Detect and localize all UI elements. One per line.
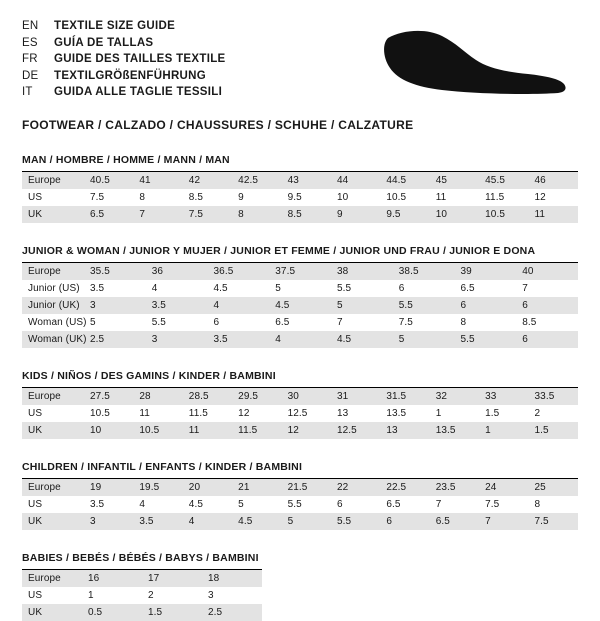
size-cell: 5 xyxy=(275,283,281,294)
size-cell: 7 xyxy=(435,499,442,510)
size-cell: 38 xyxy=(331,263,393,280)
table-row xyxy=(22,422,578,439)
row-label: Europe xyxy=(22,263,84,280)
size-cell: 7 xyxy=(133,206,182,223)
size-cell: 7 xyxy=(522,283,528,294)
size-sections xyxy=(22,154,578,621)
size-section xyxy=(22,552,262,621)
table-row xyxy=(22,331,578,348)
table-row xyxy=(22,479,578,496)
size-cell: 44.5 xyxy=(380,172,429,189)
row-label: Woman (UK) xyxy=(22,331,84,348)
size-cell: 12.5 xyxy=(287,408,308,419)
language-code: EN xyxy=(22,20,39,32)
size-cell: 5 xyxy=(282,513,331,530)
size-cell: 8 xyxy=(460,317,467,328)
size-cell: 6.5 xyxy=(460,283,475,294)
size-cell: 8.5 xyxy=(282,206,331,223)
size-cell: 8 xyxy=(534,499,541,510)
size-cell: 11 xyxy=(435,192,447,203)
size-cell: 11.5 xyxy=(232,422,281,439)
size-section xyxy=(22,370,578,439)
size-cell: 6 xyxy=(516,297,578,314)
section-title: MAN / HOMBRE / HOMME / MANN / MAN xyxy=(22,154,578,172)
size-cell: 22.5 xyxy=(380,479,429,496)
language-code: ES xyxy=(22,36,38,49)
size-cell: 4 xyxy=(151,283,158,294)
size-cell: 13.5 xyxy=(430,422,479,439)
dress-shoe-icon xyxy=(380,22,570,102)
size-table xyxy=(22,172,578,223)
size-cell: 33.5 xyxy=(529,388,578,405)
size-cell: 6.5 xyxy=(84,206,133,223)
size-cell: 6.5 xyxy=(430,513,479,530)
size-cell: 7.5 xyxy=(90,192,105,203)
size-cell: 13.5 xyxy=(386,408,407,419)
size-cell: 10.5 xyxy=(386,192,407,203)
size-cell: 10.5 xyxy=(479,206,528,223)
size-table xyxy=(22,388,578,439)
size-cell: 20 xyxy=(183,479,232,496)
size-cell: 35.5 xyxy=(84,263,146,280)
size-cell: 25 xyxy=(529,479,578,496)
language-code: IT xyxy=(22,86,33,98)
size-table xyxy=(22,479,578,530)
size-cell: 8.5 xyxy=(188,192,203,203)
size-cell: 1.5 xyxy=(529,422,578,439)
size-cell: 42.5 xyxy=(232,172,281,189)
size-cell: 46 xyxy=(529,172,578,189)
size-cell: 16 xyxy=(82,570,142,587)
size-cell: 12 xyxy=(238,408,250,419)
table-row xyxy=(22,513,578,530)
size-cell: 3 xyxy=(84,513,133,530)
size-cell: 19.5 xyxy=(133,479,182,496)
table-row xyxy=(22,189,578,206)
size-cell: 6 xyxy=(213,317,220,328)
row-label: US xyxy=(28,499,43,510)
size-section xyxy=(22,461,578,530)
size-cell: 31 xyxy=(331,388,380,405)
size-cell: 41 xyxy=(133,172,182,189)
size-section xyxy=(22,154,578,223)
row-label: UK xyxy=(22,513,84,530)
size-cell: 45.5 xyxy=(479,172,528,189)
size-cell: 3.5 xyxy=(208,331,270,348)
size-cell: 4.5 xyxy=(213,283,228,294)
size-cell: 21.5 xyxy=(282,479,331,496)
row-label: UK xyxy=(22,206,84,223)
size-cell: 1 xyxy=(435,408,442,419)
size-cell: 9.5 xyxy=(287,192,302,203)
size-cell: 12.5 xyxy=(331,422,380,439)
language-title-list xyxy=(22,18,226,101)
size-cell: 21 xyxy=(232,479,281,496)
size-cell: 5 xyxy=(90,317,96,328)
size-cell: 3.5 xyxy=(146,297,208,314)
row-label: UK xyxy=(22,422,84,439)
size-cell: 4 xyxy=(139,499,146,510)
row-label: Junior (US) xyxy=(28,283,80,294)
size-cell: 8 xyxy=(232,206,281,223)
table-row xyxy=(22,604,262,621)
size-cell: 6.5 xyxy=(386,499,401,510)
table-row xyxy=(22,172,578,189)
size-cell: 24 xyxy=(479,479,528,496)
size-cell: 4.5 xyxy=(232,513,281,530)
size-cell: 5 xyxy=(238,499,244,510)
table-row xyxy=(22,587,262,604)
size-cell: 19 xyxy=(84,479,133,496)
size-cell: 3 xyxy=(208,590,214,601)
size-cell: 2 xyxy=(534,408,541,419)
size-cell: 7 xyxy=(337,317,343,328)
size-cell: 5.5 xyxy=(151,317,166,328)
size-cell: 2 xyxy=(148,590,154,601)
table-row xyxy=(22,263,578,280)
row-label: Europe xyxy=(22,388,84,405)
page-header xyxy=(22,18,578,102)
size-cell: 36 xyxy=(146,263,208,280)
size-cell: 5 xyxy=(331,297,393,314)
size-cell: 5.5 xyxy=(331,513,380,530)
size-cell: 10 xyxy=(336,192,349,203)
section-title: BABIES / BEBÉS / BÉBÉS / BABYS / BAMBINI xyxy=(22,552,262,570)
size-cell: 7 xyxy=(479,513,528,530)
language-title: TEXTILE SIZE GUIDE xyxy=(54,20,176,32)
size-cell: 8 xyxy=(139,192,146,203)
size-cell: 3.5 xyxy=(90,499,105,510)
language-row xyxy=(22,18,226,35)
table-row xyxy=(22,314,578,331)
row-label: UK xyxy=(22,604,82,621)
size-cell: 7.5 xyxy=(398,317,413,328)
size-cell: 10 xyxy=(430,206,479,223)
size-cell: 22 xyxy=(331,479,380,496)
row-label: US xyxy=(28,408,43,419)
size-cell: 7.5 xyxy=(529,513,578,530)
size-cell: 13 xyxy=(380,422,429,439)
size-cell: 36.5 xyxy=(208,263,270,280)
size-cell: 5 xyxy=(393,331,455,348)
language-title: GUIDA ALLE TAGLIE TESSILI xyxy=(54,86,223,98)
size-cell: 43 xyxy=(282,172,331,189)
size-cell: 8.5 xyxy=(522,317,537,328)
size-cell: 5.5 xyxy=(393,297,455,314)
size-cell: 4 xyxy=(183,513,232,530)
size-cell: 4.5 xyxy=(331,331,393,348)
size-cell: 39 xyxy=(455,263,517,280)
row-label: Europe xyxy=(22,479,84,496)
size-cell: 37.5 xyxy=(269,263,331,280)
size-cell: 2.5 xyxy=(84,331,146,348)
size-cell: 27.5 xyxy=(84,388,133,405)
size-cell: 28 xyxy=(133,388,182,405)
size-cell: 30 xyxy=(282,388,331,405)
size-cell: 33 xyxy=(479,388,528,405)
size-cell: 40 xyxy=(516,263,578,280)
size-cell: 6 xyxy=(380,513,429,530)
size-cell: 6 xyxy=(398,283,405,294)
size-cell: 18 xyxy=(202,570,262,587)
table-row xyxy=(22,206,578,223)
size-cell: 13 xyxy=(336,408,349,419)
size-cell: 28.5 xyxy=(183,388,232,405)
size-table xyxy=(22,570,262,621)
size-cell: 10.5 xyxy=(133,422,182,439)
language-title: GUIDE DES TAILLES TEXTILE xyxy=(54,53,226,65)
language-row xyxy=(22,84,226,101)
size-cell: 9 xyxy=(238,192,244,203)
size-cell: 2.5 xyxy=(202,604,262,621)
row-label: Europe xyxy=(22,172,84,189)
language-code: DE xyxy=(22,69,39,82)
size-cell: 9.5 xyxy=(380,206,429,223)
table-row xyxy=(22,388,578,405)
size-cell: 38.5 xyxy=(393,263,455,280)
row-label: Woman (US) xyxy=(28,317,87,328)
table-row xyxy=(22,297,578,314)
size-cell: 10.5 xyxy=(90,408,110,419)
size-cell: 11 xyxy=(529,206,578,223)
table-row xyxy=(22,280,578,297)
language-code: FR xyxy=(22,53,38,65)
size-cell: 4 xyxy=(208,297,270,314)
size-cell: 3 xyxy=(84,297,146,314)
table-row xyxy=(22,405,578,422)
size-cell: 1.5 xyxy=(142,604,202,621)
section-title: KIDS / NIÑOS / DES GAMINS / KINDER / BAMBINI xyxy=(22,370,578,388)
section-title: JUNIOR & WOMAN / JUNIOR Y MUJER / JUNIOR ET FEMME / JUNIOR UND FRAU / JUNIOR E DONA xyxy=(22,245,578,263)
size-cell: 6 xyxy=(455,297,517,314)
table-row xyxy=(22,496,578,513)
size-section xyxy=(22,245,578,348)
size-cell: 1 xyxy=(88,590,94,601)
category-title: FOOTWEAR / CALZADO / CHAUSSURES / SCHUHE / CALZATURE xyxy=(22,118,414,132)
language-row xyxy=(22,68,226,85)
size-cell: 11.5 xyxy=(188,408,208,419)
size-cell: 42 xyxy=(183,172,232,189)
size-cell: 9 xyxy=(331,206,380,223)
size-cell: 17 xyxy=(142,570,202,587)
size-cell: 12 xyxy=(282,422,331,439)
size-cell: 29.5 xyxy=(232,388,281,405)
size-cell: 6.5 xyxy=(275,317,290,328)
size-cell: 11 xyxy=(183,422,232,439)
size-cell: 0.5 xyxy=(82,604,142,621)
size-cell: 4.5 xyxy=(188,499,203,510)
size-cell: 45 xyxy=(430,172,479,189)
row-label: US xyxy=(28,192,43,203)
language-title: GUÍA DE TALLAS xyxy=(54,36,154,49)
language-row xyxy=(22,35,226,52)
size-cell: 5.5 xyxy=(287,499,302,510)
size-cell: 32 xyxy=(430,388,479,405)
size-cell: 4 xyxy=(269,331,331,348)
size-table xyxy=(22,263,578,348)
size-cell: 11.5 xyxy=(485,192,505,203)
size-cell: 5.5 xyxy=(337,283,352,294)
size-cell: 1.5 xyxy=(485,408,500,419)
size-cell: 11 xyxy=(139,408,150,419)
size-cell: 44 xyxy=(331,172,380,189)
size-cell: 31.5 xyxy=(380,388,429,405)
language-row xyxy=(22,51,226,68)
size-cell: 6 xyxy=(516,331,578,348)
size-cell: 40.5 xyxy=(84,172,133,189)
size-cell: 4.5 xyxy=(269,297,331,314)
row-label: Europe xyxy=(22,570,82,587)
row-label: US xyxy=(28,590,43,601)
section-title: CHILDREN / INFANTIL / ENFANTS / KINDER / BAMBINI xyxy=(22,461,578,479)
size-cell: 10 xyxy=(84,422,133,439)
language-title: TEXTILGRÖßENFÜHRUNG xyxy=(54,69,206,82)
size-cell: 23.5 xyxy=(430,479,479,496)
table-row xyxy=(22,570,262,587)
size-cell: 12 xyxy=(534,192,546,203)
size-cell: 7.5 xyxy=(485,499,500,510)
size-cell: 5.5 xyxy=(455,331,517,348)
size-cell: 3.5 xyxy=(133,513,182,530)
size-cell: 7.5 xyxy=(183,206,232,223)
size-cell: 1 xyxy=(479,422,528,439)
size-cell: 6 xyxy=(336,499,343,510)
size-cell: 3 xyxy=(146,331,208,348)
row-label: Junior (UK) xyxy=(22,297,84,314)
size-cell: 3.5 xyxy=(90,283,105,294)
